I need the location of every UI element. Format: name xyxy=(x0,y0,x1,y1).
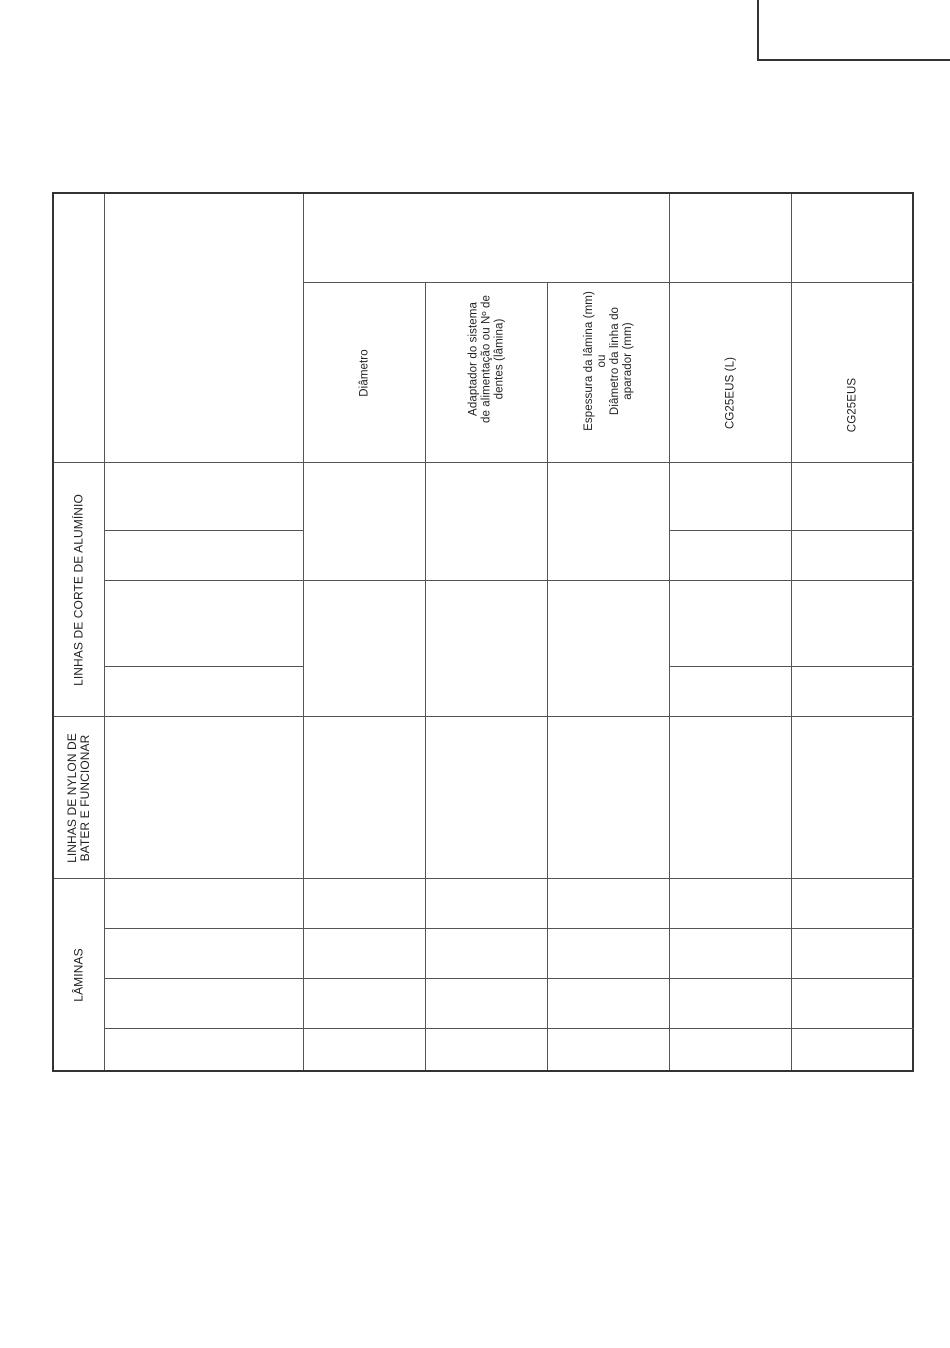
table-row-cell xyxy=(670,1029,792,1070)
table-row-cell xyxy=(426,929,548,979)
table-row-cell xyxy=(105,879,304,929)
table-row-cell xyxy=(670,979,792,1029)
table-row-cell xyxy=(304,879,426,929)
table-row-cell xyxy=(105,1029,304,1070)
adaptador-label: Adaptador do sistema de alimentação ou Nº de dentes (lâmina) xyxy=(467,295,505,423)
diametro-label: Diâmetro xyxy=(358,348,370,397)
table-row-cell xyxy=(548,1029,670,1070)
table-row-cell xyxy=(304,717,426,879)
header-col-adaptador xyxy=(426,283,548,463)
table-row-cell xyxy=(792,717,914,879)
table-row-cell xyxy=(548,463,670,581)
table-row-cell xyxy=(426,979,548,1029)
table-row-cell xyxy=(105,979,304,1029)
table-row-cell xyxy=(548,929,670,979)
nylon-label: LINHAS DE NYLON DE BATER E FUNCIONAR xyxy=(65,732,92,863)
laminas-label: LÂMINAS xyxy=(71,947,86,1002)
section-nylon xyxy=(54,717,105,879)
table-row-cell xyxy=(548,717,670,879)
table-row-cell xyxy=(105,717,304,879)
table-row-cell xyxy=(548,979,670,1029)
table-row-cell xyxy=(105,581,304,667)
header-col-model-l xyxy=(670,283,792,463)
header-col-espessura xyxy=(548,283,670,463)
table-row-cell xyxy=(548,879,670,929)
page-number-box xyxy=(757,0,950,61)
table-row-cell xyxy=(670,717,792,879)
table-row-cell xyxy=(426,463,548,581)
header-col-model xyxy=(792,283,914,463)
accessory-spec-table xyxy=(52,192,914,1072)
table-row-cell xyxy=(105,531,304,581)
table-row-cell xyxy=(304,1029,426,1070)
table-row-cell xyxy=(426,1029,548,1070)
table-row-cell xyxy=(792,879,914,929)
table-row-cell xyxy=(792,929,914,979)
table-row-cell xyxy=(792,979,914,1029)
espessura-label: Espessura da lâmina (mm) ou Diâmetro da linha do aparador (mm) xyxy=(582,291,634,431)
table-row-cell xyxy=(670,531,792,581)
header-col-diametro xyxy=(304,283,426,463)
table-row-cell xyxy=(426,581,548,717)
table-row-cell xyxy=(670,463,792,531)
header-group-specs xyxy=(304,194,670,283)
table-row-cell xyxy=(792,531,914,581)
section-laminas xyxy=(54,879,105,1070)
aluminio-label: LINHAS DE CORTE DE ALUMÍNIO xyxy=(71,493,86,686)
table-row-cell xyxy=(670,879,792,929)
table-row-cell xyxy=(426,717,548,879)
section-aluminio xyxy=(54,463,105,717)
table-row-cell xyxy=(792,1029,914,1070)
model-l-label: CG25EUS (L) xyxy=(724,356,736,430)
header-blank-description xyxy=(105,194,304,463)
table-row-cell xyxy=(105,667,304,717)
table-row-cell xyxy=(426,879,548,929)
table-row-cell xyxy=(105,463,304,531)
table-row-cell xyxy=(304,581,426,717)
model-label: CG25EUS xyxy=(846,377,859,433)
table-row-cell xyxy=(670,929,792,979)
table-row-cell xyxy=(670,581,792,667)
header-blank-category xyxy=(54,194,105,463)
table-row-cell xyxy=(792,463,914,531)
table-row-cell xyxy=(105,929,304,979)
table-row-cell xyxy=(304,979,426,1029)
table-row-cell xyxy=(304,929,426,979)
table-row-cell xyxy=(304,463,426,581)
table-row-cell xyxy=(792,581,914,667)
table-row-cell xyxy=(548,581,670,717)
table-row-cell xyxy=(670,667,792,717)
header-group-model xyxy=(792,194,914,283)
header-group-model-l xyxy=(670,194,792,283)
table-row-cell xyxy=(792,667,914,717)
